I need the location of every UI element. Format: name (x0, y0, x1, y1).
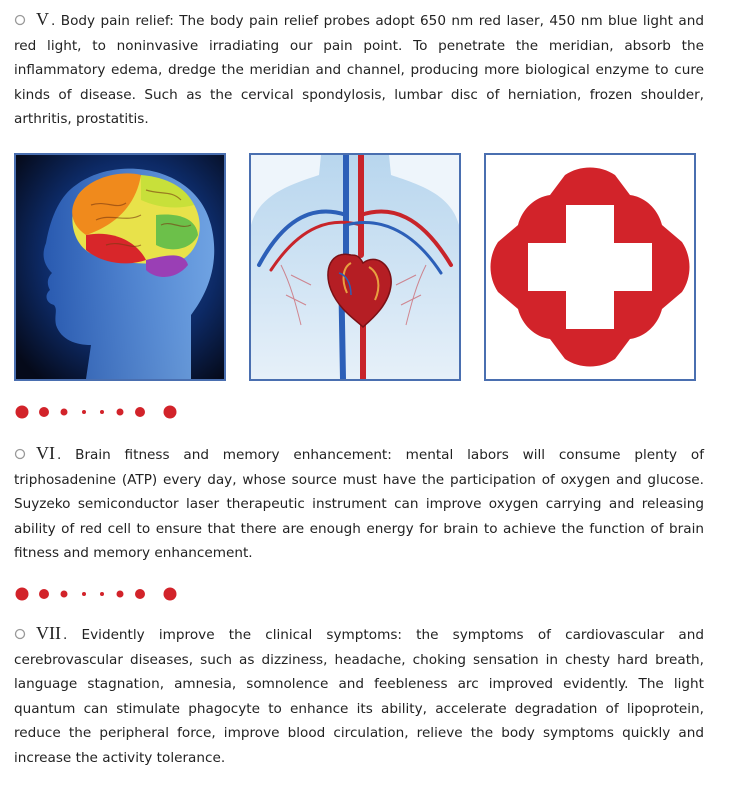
section-separator: . (63, 627, 68, 643)
brain-illustration (16, 155, 224, 379)
section-text: Brain fitness and memory enhancement: mental labors will consume plenty of triphosadenine (ATP) every day, whose source must have the participation of oxygen and glucose. Suyzeko semiconductor laser therapeutic instrument can improve oxygen carrying and releasing ability of red cell to ensure that there are enough energy for brain to achieve the function of brain fitness and memory enhancement. (14, 447, 704, 562)
image-row (14, 153, 696, 385)
dot-divider (14, 404, 184, 420)
section-vii-paragraph (14, 621, 704, 771)
heart-circulation-illustration (251, 155, 459, 379)
section-separator: . (57, 447, 62, 463)
circle-bullet-icon (14, 448, 26, 460)
section-separator: . (51, 13, 56, 29)
circle-bullet-icon (14, 14, 26, 26)
circle-bullet-icon (14, 628, 26, 640)
heart-image (249, 153, 461, 381)
section-numeral: VI (36, 443, 55, 463)
section-text: Body pain relief: The body pain relief probes adopt 650 nm red laser, 450 nm blue light and red light, to noninvasive irradiating our pain point. To penetrate the meridian, absorb the inflammatory edema, dredge the meridian and channel, producing more biological enzyme to cure kinds of disease. Such as the cervical spondylosis, lumbar disc of herniation, frozen shoulder, arthritis, prostatitis. (14, 13, 705, 128)
section-v-paragraph (14, 7, 704, 132)
brain-image (14, 153, 226, 381)
section-vi (14, 441, 704, 566)
section-v (14, 7, 704, 132)
section-vii (14, 621, 704, 771)
section-numeral: V (36, 9, 49, 29)
red-cross-logo (486, 155, 694, 379)
section-numeral: VII (36, 623, 61, 643)
section-vi-paragraph (14, 441, 704, 566)
dot-divider (14, 586, 184, 602)
section-text: Evidently improve the clinical symptoms: the symptoms of cardiovascular and cerebrovascular diseases, such as dizziness, headache, choking sensation in chesty hard breath, language stagnation, amnesia, somnolence and feebleness arc improved evidently. The light quantum can stimulate phagocyte to enhance its ability, accelerate degradation of lipoprotein, reduce the peripheral force, improve blood circulation, relieve the body symptoms quickly and increase the activity tolerance. (14, 627, 705, 766)
red-cross-image (484, 153, 696, 381)
